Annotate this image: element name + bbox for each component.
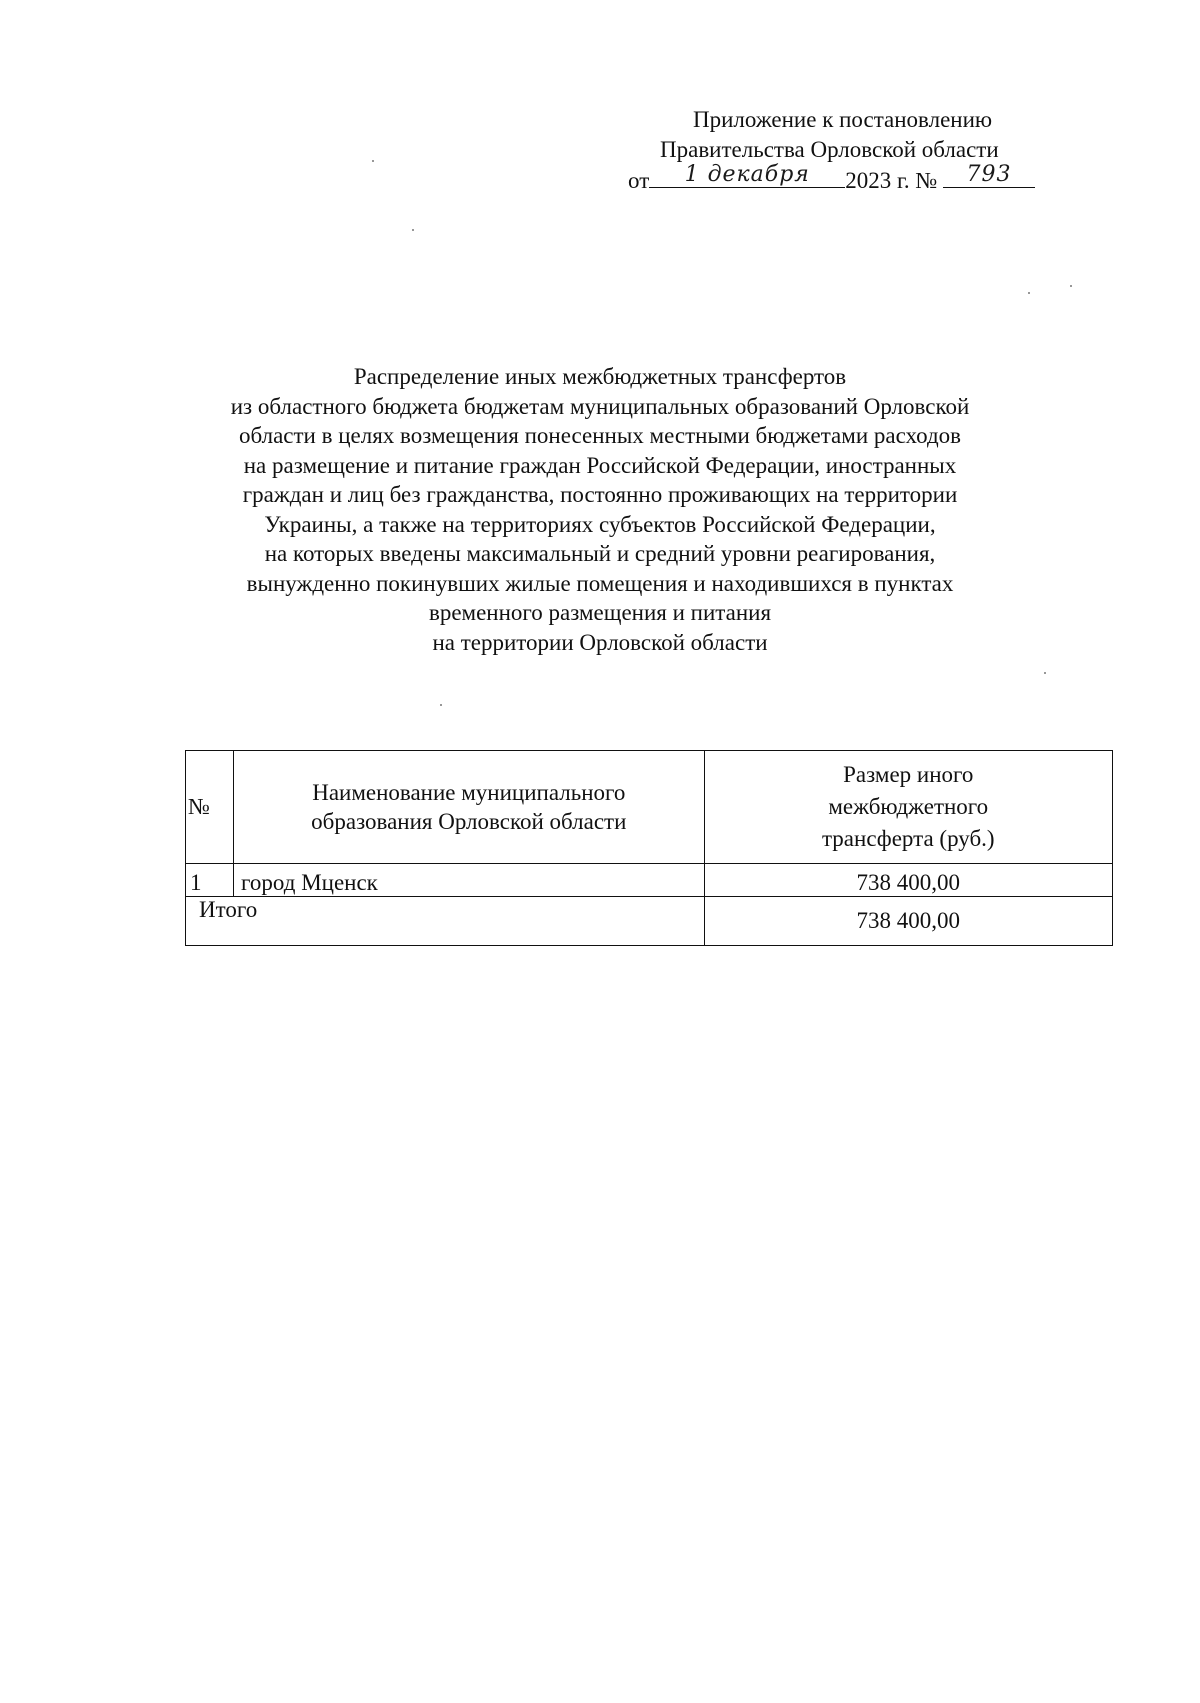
table-row bbox=[186, 864, 1113, 897]
scan-speck bbox=[1044, 672, 1046, 674]
header-municipality-line: Наименование муниципального bbox=[312, 780, 626, 805]
title-line: вынужденно покинувших жилые помещения и находившихся в пунктах bbox=[246, 570, 954, 596]
header-municipality bbox=[234, 751, 705, 864]
scan-speck bbox=[1028, 292, 1030, 294]
appendix-label: Приложение к постановлению bbox=[693, 107, 993, 132]
total-row bbox=[186, 897, 1113, 946]
total-label: Итого bbox=[186, 897, 705, 946]
title-line: Украины, а также на территориях субъектов Российской Федерации, bbox=[264, 511, 936, 537]
date-blank bbox=[649, 162, 845, 188]
title-line: на которых введены максимальный и средний уровни реагирования, bbox=[264, 541, 936, 566]
title-line: временного размещения и питания bbox=[428, 600, 772, 625]
year-number-label: 2023 г. № bbox=[845, 168, 938, 193]
title-line: Распределение иных межбюджетных трансфертов bbox=[353, 364, 847, 389]
title-line: граждан и лиц без гражданства, постоянно проживающих на территории bbox=[242, 482, 958, 507]
table-header-row bbox=[186, 751, 1113, 864]
header-municipality-line: образования Орловской области bbox=[311, 809, 627, 834]
handwritten-number: 793 bbox=[966, 162, 1012, 187]
handwritten-date: 1 декабря bbox=[684, 162, 810, 187]
header-amount-line: Размер иного bbox=[843, 762, 974, 787]
decree-date-number bbox=[610, 162, 1090, 196]
row-municipality: город Мценск bbox=[234, 864, 705, 897]
title-line: области в целях возмещения понесенных местными бюджетами расходов bbox=[238, 423, 962, 448]
title-line: из областного бюджета бюджетам муниципальных образований Орловской bbox=[230, 393, 970, 419]
title-line: на размещение и питание граждан Российской Федерации, иностранных bbox=[243, 452, 957, 478]
total-amount: 738 400,00 bbox=[704, 897, 1112, 946]
document-title bbox=[150, 362, 1050, 657]
header-amount-line: межбюджетного bbox=[828, 794, 989, 819]
header-number: № bbox=[186, 751, 234, 864]
scan-speck bbox=[440, 704, 442, 706]
government-label: Правительства Орловской области bbox=[660, 137, 999, 162]
scan-speck bbox=[1070, 285, 1072, 287]
title-line: на территории Орловской области bbox=[432, 629, 768, 655]
allocation-table bbox=[185, 750, 1113, 946]
header-amount-line: трансферта (руб.) bbox=[821, 826, 995, 851]
row-amount: 738 400,00 bbox=[704, 864, 1112, 897]
row-number: 1 bbox=[186, 864, 234, 897]
date-prefix: от bbox=[628, 168, 650, 193]
scan-speck bbox=[372, 160, 374, 162]
header-amount bbox=[704, 751, 1112, 864]
scan-speck bbox=[412, 229, 414, 231]
appendix-header bbox=[610, 105, 1090, 196]
number-blank bbox=[943, 162, 1035, 188]
